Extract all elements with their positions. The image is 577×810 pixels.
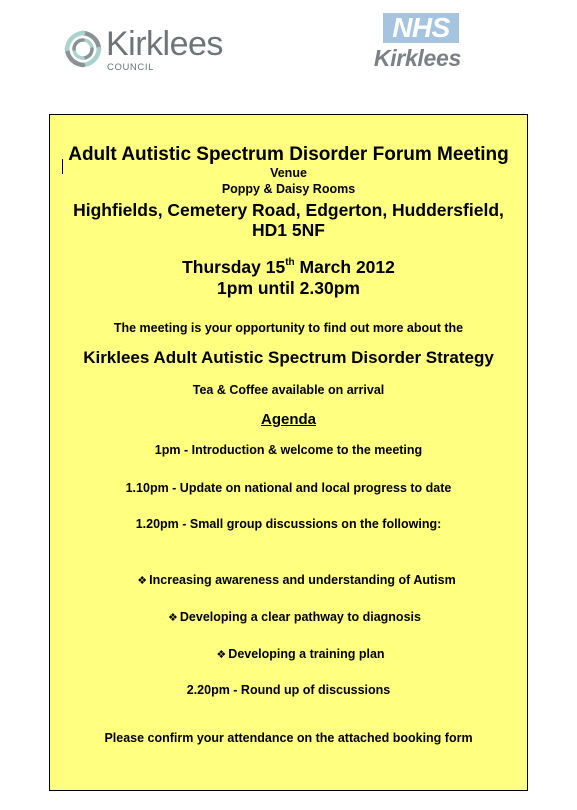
council-logo-name: Kirklees [106,25,223,63]
discussion-topic [49,609,528,626]
nhs-logo-name: Kirklees [373,45,461,71]
discussion-topic [49,572,528,589]
attendance-confirmation: Please confirm your attendance on the attached booking form [104,731,473,745]
diamond-bullet-icon: ❖ [137,574,148,587]
poster-title: Adult Autistic Spectrum Disorder Forum Meeting [68,144,509,165]
discussion-topic-text: Developing a training plan [228,647,385,661]
discussion-topic-text: Increasing awareness and understanding of Autism [149,573,456,587]
strategy-title: Kirklees Adult Autistic Spectrum Disorder Strategy [83,348,494,367]
event-date-rest: March 2012 [294,257,395,277]
nhs-kirklees-logo [365,13,463,73]
event-date-prefix: Thursday 15 [182,257,286,277]
agenda-item-text: 2.20pm - Round up of discussions [186,683,391,697]
kirklees-swirl-icon [62,28,104,70]
venue-rooms: Poppy & Daisy Rooms [221,182,356,196]
discussion-topic [49,646,528,663]
agenda-item: 1pm - Introduction & welcome to the meeting [154,443,423,457]
intro-text: The meeting is your opportunity to find out more about the [113,321,464,335]
kirklees-council-logo [62,20,232,76]
event-date [49,256,528,278]
event-date-suffix: th [285,257,295,269]
agenda-item: 1.20pm - Small group discussions on the following: [135,517,442,531]
nhs-badge: NHS [383,13,459,43]
diamond-bullet-icon: ❖ [168,611,178,624]
agenda-heading: Agenda [260,411,316,428]
venue-label: Venue [270,166,307,180]
venue-address-line2: HD1 5NF [252,220,325,240]
discussion-topic-text: Developing a clear pathway to diagnosis [179,610,421,624]
council-logo-sub: COUNCIL [107,62,154,73]
diamond-bullet-icon: ❖ [216,648,227,661]
refreshments-note: Tea & Coffee available on arrival [192,383,385,397]
venue-address-line1: Highfields, Cemetery Road, Edgerton, Huddersfield, [73,200,504,220]
agenda-item [49,682,528,698]
event-time: 1pm until 2.30pm [217,278,360,298]
agenda-item: 1.10pm - Update on national and local progress to date [125,481,452,495]
